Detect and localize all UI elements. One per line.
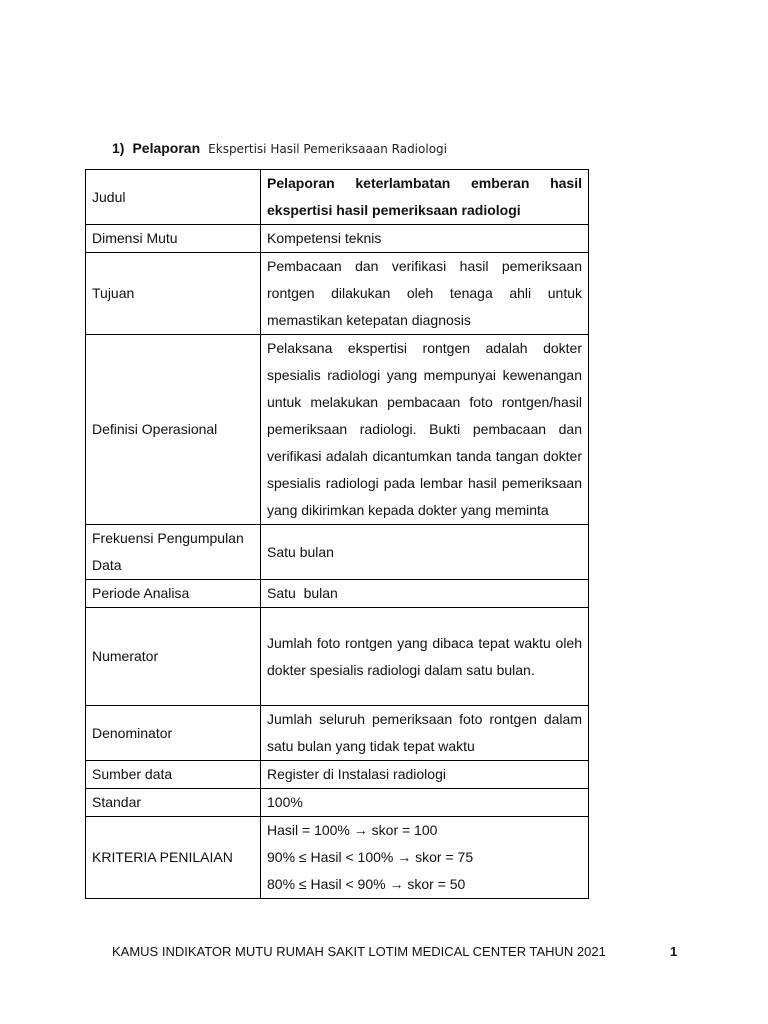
row-value-tujuan: Pembacaan dan verifikasi hasil pemeriksaan rontgen dilakukan oleh tenaga ahli untuk memastikan ketepatan diagnosis [261,253,589,335]
row-value-numerator: Jumlah foto rontgen yang dibaca tepat waktu oleh dokter spesialis radiologi dalam satu bulan. [261,608,589,706]
kriteria-line-2: 90% ≤ Hasil < 100% → skor = 75 [267,849,474,865]
row-value-judul: Pelaporan keterlambatan emberan hasil ekspertisi hasil pemeriksaan radiologi [261,170,589,225]
row-value-dimensi-mutu: Kompetensi teknis [261,225,589,253]
table-row [86,525,589,580]
table-row [86,706,589,761]
table-row [86,170,589,225]
row-label-frekuensi: Frekuensi Pengumpulan Data [86,525,261,580]
indicator-table [85,169,589,899]
table-row [86,817,589,899]
row-label-tujuan: Tujuan [86,253,261,335]
table-row [86,608,589,706]
row-value-periode-analisa: Satu bulan [261,580,589,608]
row-value-kriteria-penilaian [261,817,589,899]
section-number: 1) [112,140,125,156]
row-value-sumber-data: Register di Instalasi radiologi [261,761,589,789]
table-row [86,225,589,253]
table-row [86,580,589,608]
row-value-frekuensi: Satu bulan [261,525,589,580]
kriteria-line-3: 80% ≤ Hasil < 90% → skor = 50 [267,876,466,892]
page-number: 1 [670,944,678,959]
section-title-rest: Ekspertisi Hasil Pemeriksaaan Radiologi [208,142,447,156]
row-label-numerator: Numerator [86,608,261,706]
row-label-kriteria-penilaian: KRITERIA PENILAIAN [86,817,261,899]
section-title-bold: Pelaporan [132,140,201,156]
row-label-definisi-operasional: Definisi Operasional [86,335,261,525]
row-label-sumber-data: Sumber data [86,761,261,789]
kriteria-line-1: Hasil = 100% → skor = 100 [267,822,438,838]
row-label-judul: Judul [86,170,261,225]
row-value-denominator: Jumlah seluruh pemeriksaan foto rontgen dalam satu bulan yang tidak tepat waktu [261,706,589,761]
row-label-dimensi-mutu: Dimensi Mutu [86,225,261,253]
row-value-standar: 100% [261,789,589,817]
row-label-standar: Standar [86,789,261,817]
row-label-denominator: Denominator [86,706,261,761]
table-row [86,761,589,789]
table-row [86,253,589,335]
section-heading [112,140,447,156]
page-footer: KAMUS INDIKATOR MUTU RUMAH SAKIT LOTIM MEDICAL CENTER TAHUN 2021 [112,944,606,959]
table-row [86,335,589,525]
row-label-periode-analisa: Periode Analisa [86,580,261,608]
row-value-definisi-operasional: Pelaksana ekspertisi rontgen adalah dokter spesialis radiologi yang mempunyai kewenangan untuk melakukan pembacaan foto rontgen/hasil pemeriksaan radiologi. Bukti pembacaan dan verifikasi adalah dicantumkan tanda tangan dokter spesialis radiologi pada lembar hasil pemeriksaan yang dikirimkan kepada dokter yang meminta [261,335,589,525]
table-row [86,789,589,817]
